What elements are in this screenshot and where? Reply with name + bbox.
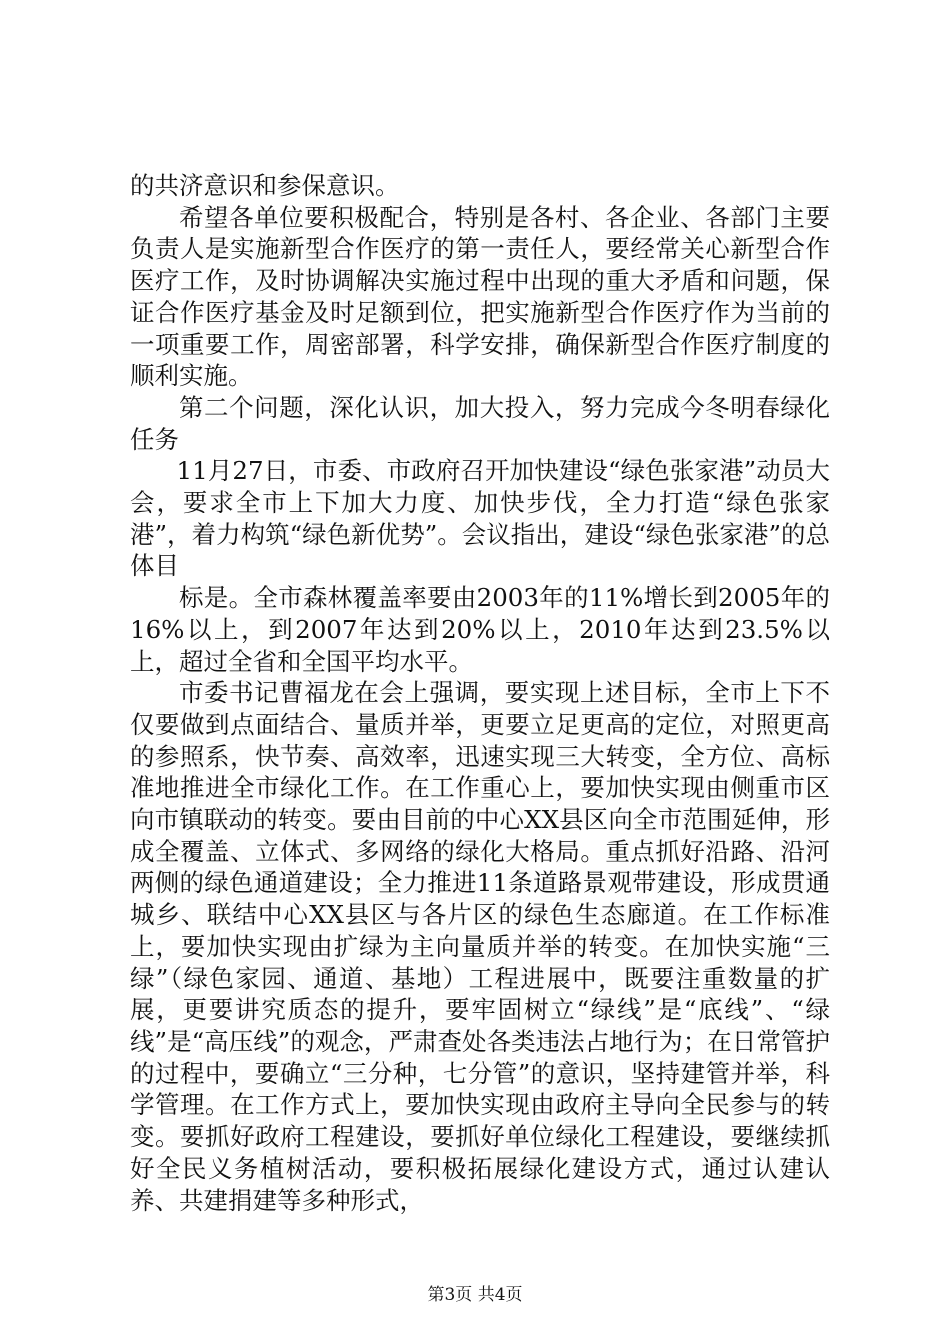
paragraph-4: 11月27日，市委、市政府召开加快建设“绿色张家港”动员大会，要求全市上下加大力度、加快步伐，全力打造“绿色张家港”，着力构筑“绿色新优势”。会议指出，建设“绿色张家港”的总体目: [130, 456, 830, 581]
page-footer: [0, 1280, 950, 1305]
document-body: [130, 170, 830, 1216]
paragraph-1: 的共济意识和参保意识。: [130, 171, 400, 200]
paragraph-2: 希望各单位要积极配合，特别是各村、各企业、各部门主要负责人是实施新型合作医疗的第一责任人，要经常关心新型合作医疗工作，及时协调解决实施过程中出现的重大矛盾和问题，保证合作医疗基金及时足额到位，把实施新型合作医疗作为当前的一项重要工作，周密部署，科学安排，确保新型合作医疗制度的顺利实施。: [130, 202, 830, 391]
paragraph-3-heading: 第二个问题，深化认识，加大投入，努力完成今冬明春绿化任务: [130, 392, 830, 454]
paragraph-6: 市委书记曹福龙在会上强调，要实现上述目标，全市上下不仅要做到点面结合、量质并举，更要立足更高的定位，对照更高的参照系，快节奏、高效率，迅速实现三大转变，全方位、高标准地推进全市绿化工作。在工作重心上，要加快实现由侧重市区向市镇联动的转变。要由目前的中心XX县区向全市范围延伸，形成全覆盖、立体式、多网络的绿化大格局。重点抓好沿路、沿河两侧的绿色通道建设；全力推进11条道路景观带建设，形成贯通城乡、联结中心XX县区与各片区的绿色生态廊道。在工作标准上，要加快实现由扩绿为主向量质并举的转变。在加快实施“三绿”（绿色家园、通道、基地）工程进展中，既要注重数量的扩展，更要讲究质态的提升，要牢固树立“绿线”是“底线”、“绿线”是“高压线”的观念，严肃查处各类违法占地行为；在日常管护的过程中，要确立“三分种，七分管”的意识，坚持建管并举，科学管理。在工作方式上，要加快实现由政府主导向全民参与的转变。要抓好政府工程建设，要抓好单位绿化工程建设，要继续抓好全民义务植树活动，要积极拓展绿化建设方式，通过认建认养、共建捐建等多种形式，: [130, 678, 830, 1215]
paragraph-5: 标是。全市森林覆盖率要由2003年的11%增长到2005年的16%以上，到2007年达到20%以上，2010年达到23.5%以上，超过全省和全国平均水平。: [130, 583, 830, 676]
page-number: 第3页 共4页: [427, 1285, 523, 1305]
